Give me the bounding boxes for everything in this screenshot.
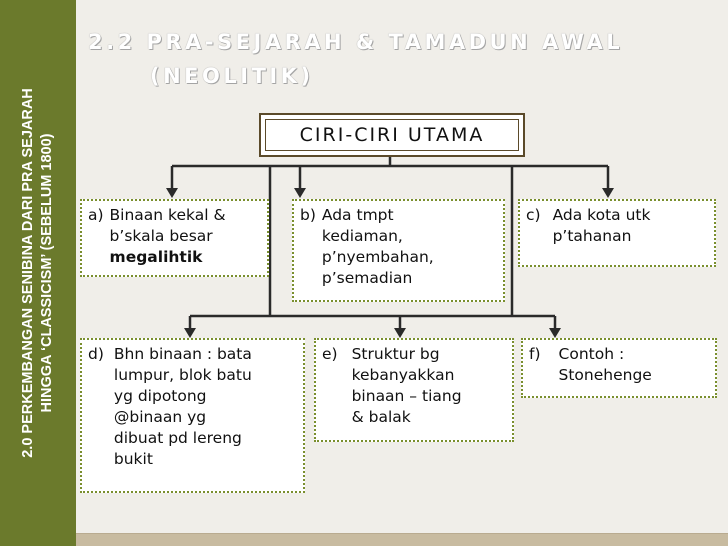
arrow-a-icon [166, 188, 178, 198]
card-e-line1: Struktur bg [351, 345, 440, 363]
header-label: CIRI-CIRI UTAMA [265, 119, 519, 151]
card-c [518, 199, 716, 267]
card-a-label: a) [88, 206, 104, 224]
arrow-e-icon [394, 328, 406, 338]
card-b-line1: Ada tmpt [321, 206, 394, 224]
card-a-bold: megalihtik [109, 248, 203, 266]
card-a-line2: b’skala besar [109, 227, 213, 245]
card-a [80, 199, 269, 277]
card-b-line2: kediaman, [321, 227, 403, 245]
header-box [259, 113, 525, 157]
arrow-c-icon [602, 188, 614, 198]
card-e-line3: binaan – tiang [351, 387, 462, 405]
card-c-line2: p’tahanan [552, 227, 632, 245]
card-f-line1: Contoh : [558, 345, 625, 363]
card-c-label: c) [526, 206, 541, 224]
footer-bar [76, 534, 728, 546]
card-d-line4: @binaan yg [113, 408, 207, 426]
card-d [80, 338, 305, 493]
card-e-line2: kebanyakkan [351, 366, 455, 384]
card-f-line2: Stonehenge [558, 366, 652, 384]
card-d-label: d) [88, 345, 104, 363]
card-e [314, 338, 514, 442]
slide-title-line2: (NEOLITIK) [150, 64, 314, 88]
card-f [521, 338, 717, 398]
card-b-line3: p’nyembahan, [321, 248, 434, 266]
card-b-line4: p’semadian [321, 269, 413, 287]
slide-title-line1: 2.2 PRA-SEJARAH & TAMADUN AWAL [88, 30, 624, 54]
arrow-f-icon [549, 328, 561, 338]
card-c-line1: Ada kota utk [552, 206, 651, 224]
sidebar-title-line2: HINGGA ‘CLASSICISM’ (SEBELUM 1800) [39, 133, 55, 413]
sidebar-title-line1: 2.0 PERKEMBANGAN SENIBINA DARI PRA SEJARAH [20, 88, 36, 458]
card-d-line1: Bhn binaan : bata [113, 345, 252, 363]
card-b [292, 199, 505, 302]
arrow-b-icon [294, 188, 306, 198]
card-d-line5: dibuat pd lereng [113, 429, 242, 447]
card-a-line1: Binaan kekal & [109, 206, 226, 224]
card-d-line2: lumpur, blok batu [113, 366, 252, 384]
arrow-d-icon [184, 328, 196, 338]
card-d-line3: yg dipotong [113, 387, 207, 405]
card-f-label: f) [529, 345, 541, 363]
card-d-line6: bukit [113, 450, 153, 468]
card-b-label: b) [300, 206, 316, 224]
card-e-line4: & balak [351, 408, 411, 426]
card-e-label: e) [322, 345, 338, 363]
